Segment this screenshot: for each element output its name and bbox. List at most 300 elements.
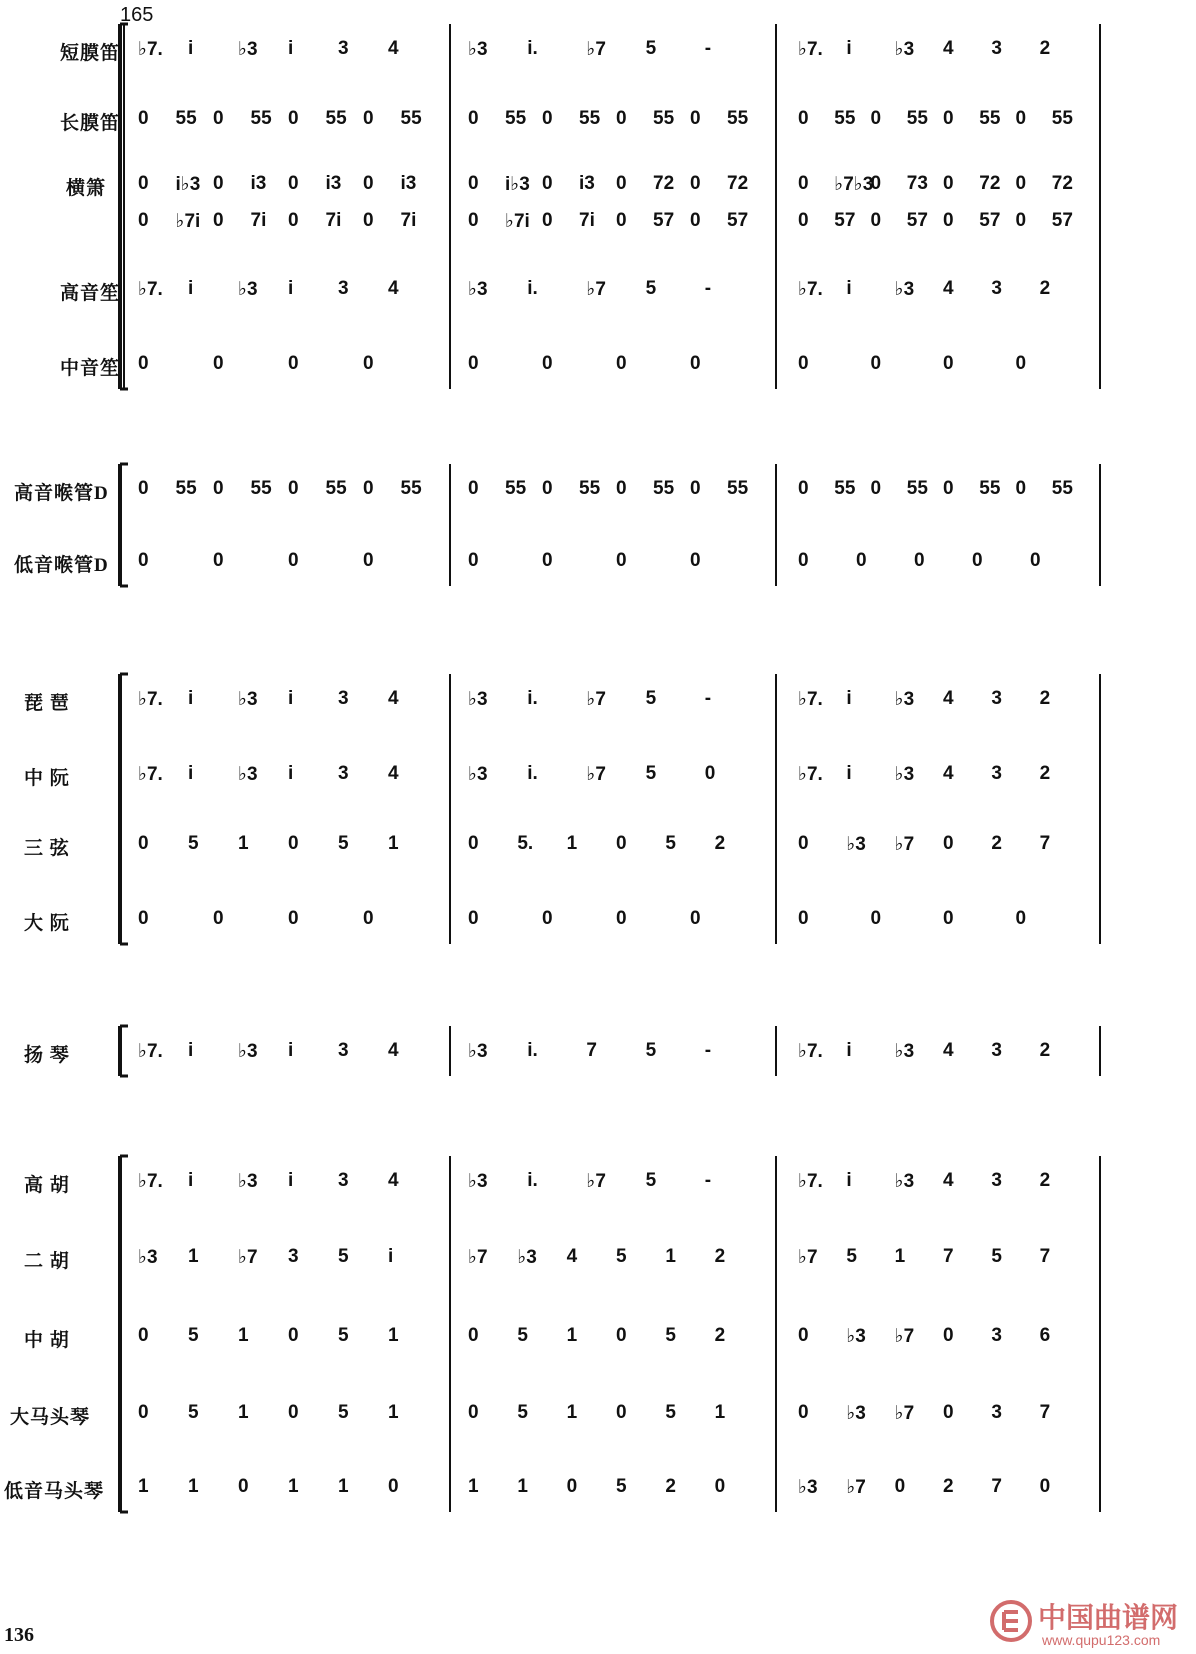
note-token: 3 [338, 763, 349, 784]
note-token: ♭3 [894, 689, 915, 710]
note-token: ♭3 [138, 1247, 158, 1268]
note-token: 0 [1015, 908, 1027, 929]
note-token: 57 [727, 210, 749, 231]
note-token: ♭7 [586, 689, 606, 710]
note-token: 1 [238, 833, 249, 854]
note-token: 1 [238, 1325, 249, 1346]
note-token: 4 [388, 278, 399, 299]
note-token: 0 [616, 1325, 627, 1346]
note-token: 0 [690, 550, 701, 571]
note-token: 2 [714, 1246, 726, 1267]
note-token: 2 [1039, 1040, 1051, 1061]
note-token: 55 [1051, 108, 1073, 129]
note-token: i [288, 38, 294, 59]
note-token: 55 [175, 478, 197, 499]
note-token: 0 [914, 550, 925, 571]
note-token: 5 [645, 688, 657, 709]
note-token: i [846, 278, 852, 299]
note-token: 4 [943, 278, 954, 299]
note-token: 0 [943, 1325, 954, 1346]
note-token: 55 [834, 478, 856, 499]
note-token: ♭7 [238, 1247, 258, 1268]
note-token: 0 [468, 1325, 479, 1346]
note-token: 5 [665, 833, 676, 854]
note-token: 55 [325, 108, 347, 129]
note-token: i. [527, 688, 538, 709]
note-token: 0 [690, 353, 701, 374]
note-token: 0 [616, 108, 627, 129]
note-token: i. [527, 1170, 538, 1191]
note-token: 0 [870, 173, 882, 194]
note-token: 0 [870, 353, 882, 374]
note-token: 0 [616, 210, 627, 231]
note-token: 0 [138, 1402, 149, 1423]
note-token: 5 [645, 38, 657, 59]
note-token: ♭3 [798, 1477, 818, 1498]
note-token: 0 [798, 1402, 809, 1423]
note-token: 0 [542, 478, 553, 499]
note-token: 0 [943, 210, 954, 231]
instrument-name: 大马头琴 [10, 1407, 91, 1428]
note-token: 55 [1051, 478, 1073, 499]
note-token: 0 [288, 833, 299, 854]
note-token: ♭7 [894, 1326, 915, 1347]
note-token: 1 [468, 1476, 479, 1497]
note-token: 0 [798, 833, 809, 854]
note-token: i [188, 1170, 194, 1191]
note-token: ♭7 [894, 1403, 915, 1424]
note-token: 5 [188, 833, 199, 854]
note-token: 0 [213, 550, 224, 571]
note-token: 1 [714, 1402, 726, 1423]
note-token: 0 [363, 478, 374, 499]
note-token: 55 [400, 478, 422, 499]
note-token: 3 [338, 278, 349, 299]
note-token: 0 [943, 1402, 954, 1423]
note-token: 2 [1039, 38, 1051, 59]
note-token: 4 [943, 763, 954, 784]
note-token: 0 [288, 1325, 299, 1346]
note-token: 4 [943, 1170, 954, 1191]
note-token: ♭3 [468, 39, 488, 60]
note-token: ♭3 [517, 1247, 537, 1268]
note-token: 1 [894, 1246, 906, 1267]
note-token: 0 [363, 210, 374, 231]
note-token: - [704, 1170, 712, 1191]
note-token: 2 [991, 833, 1002, 854]
note-token: 5 [645, 763, 657, 784]
note-token: 0 [138, 353, 149, 374]
note-token: 5 [616, 1246, 627, 1267]
note-token: 1 [566, 1325, 578, 1346]
note-token: ♭7. [798, 764, 823, 785]
note-token: 2 [1039, 763, 1051, 784]
note-token: 1 [388, 1402, 399, 1423]
instrument-name: 二 胡 [24, 1251, 70, 1272]
note-token: 57 [1051, 210, 1073, 231]
note-token: 0 [542, 353, 553, 374]
note-token: 0 [388, 1476, 399, 1497]
note-token: 0 [468, 550, 479, 571]
note-token: 0 [798, 353, 809, 374]
note-token: i. [527, 763, 538, 784]
note-token: 72 [979, 173, 1001, 194]
instrument-name: 中 胡 [24, 1330, 70, 1351]
note-token: 0 [1030, 550, 1041, 571]
note-token: 0 [138, 550, 149, 571]
note-token: 5 [645, 1040, 657, 1061]
note-token: 7 [1039, 1246, 1051, 1267]
note-token: ♭7. [138, 764, 163, 785]
note-token: 0 [798, 478, 809, 499]
note-token: ♭3 [238, 1041, 258, 1062]
instrument-name: 大 阮 [24, 913, 70, 934]
note-token: 1 [388, 1325, 399, 1346]
note-token: i. [527, 1040, 538, 1061]
note-token: 57 [834, 210, 856, 231]
note-token: ♭7i [505, 211, 530, 232]
note-token: 0 [870, 108, 882, 129]
note-token: 4 [388, 1040, 399, 1061]
note-token: 0 [798, 1325, 809, 1346]
note-token: 4 [388, 1170, 399, 1191]
note-token: 1 [338, 1476, 349, 1497]
note-token: 0 [138, 173, 149, 194]
note-token: 2 [943, 1476, 954, 1497]
note-token: 55 [579, 108, 601, 129]
note-token: 3 [991, 763, 1002, 784]
watermark-url: www.qupu123.com [1042, 1632, 1161, 1648]
note-token: 0 [943, 353, 954, 374]
note-token: ♭7 [894, 834, 915, 855]
note-token: 55 [906, 108, 928, 129]
note-token: 0 [542, 108, 553, 129]
note-token: 0 [468, 173, 479, 194]
note-token: 0 [943, 908, 954, 929]
note-token: 4 [943, 1040, 954, 1061]
note-token: i♭3 [505, 174, 530, 195]
note-token: 0 [363, 173, 374, 194]
note-token: 0 [616, 833, 627, 854]
note-token: 0 [894, 1476, 906, 1497]
note-token: ♭3 [894, 764, 915, 785]
note-token: 55 [979, 108, 1001, 129]
note-token: i [188, 763, 194, 784]
note-token: 1 [288, 1476, 299, 1497]
note-token: ♭3 [846, 1403, 866, 1424]
note-token: i. [527, 38, 538, 59]
note-token: 0 [213, 908, 224, 929]
note-token: ♭7 [586, 39, 606, 60]
note-token: 0 [616, 550, 627, 571]
note-token: 3 [991, 1040, 1002, 1061]
note-token: 55 [727, 478, 749, 499]
note-token: 4 [943, 688, 954, 709]
note-token: 0 [690, 173, 701, 194]
note-token: i3 [250, 173, 267, 194]
note-token: 73 [906, 173, 928, 194]
note-token: 0 [138, 108, 149, 129]
note-token: 0 [213, 478, 224, 499]
note-token: 5 [338, 1402, 349, 1423]
note-token: 1 [188, 1246, 199, 1267]
note-token: 0 [690, 210, 701, 231]
note-token: 6 [1039, 1325, 1051, 1346]
note-token: 5 [517, 1402, 528, 1423]
note-token: ♭7 [468, 1247, 488, 1268]
watermark [990, 1594, 1190, 1650]
note-token: 7i [325, 210, 342, 231]
note-token: 5 [338, 833, 349, 854]
note-token: 7i [400, 210, 417, 231]
note-token: 0 [616, 173, 627, 194]
note-token: 72 [653, 173, 675, 194]
note-token: 1 [517, 1476, 528, 1497]
note-token: 72 [727, 173, 749, 194]
note-token: ♭7. [138, 1041, 163, 1062]
note-token: 1 [566, 833, 578, 854]
note-token: 55 [250, 478, 272, 499]
note-token: i [846, 1040, 852, 1061]
note-token: ♭3 [846, 834, 866, 855]
note-token: 57 [906, 210, 928, 231]
note-token: 5 [645, 1170, 657, 1191]
note-token: 0 [542, 173, 553, 194]
note-token: 1 [138, 1476, 149, 1497]
note-token: 0 [288, 108, 299, 129]
note-token: 0 [468, 353, 479, 374]
note-token: 5 [616, 1476, 627, 1497]
note-token: i [288, 1170, 294, 1191]
measure-number: 165 [120, 4, 154, 26]
note-token: 4 [388, 38, 399, 59]
note-token: 55 [175, 108, 197, 129]
instrument-name: 三 弦 [24, 838, 70, 859]
note-token: 4 [566, 1246, 578, 1267]
note-token: 0 [870, 210, 882, 231]
note-token: 0 [363, 353, 374, 374]
note-token: 5 [188, 1325, 199, 1346]
note-token: ♭3 [238, 1171, 258, 1192]
note-token: 0 [288, 173, 299, 194]
note-token: ♭7 [586, 764, 606, 785]
note-token: 5 [517, 1325, 528, 1346]
note-token: 55 [653, 108, 675, 129]
note-token: i [188, 278, 194, 299]
note-token: 0 [138, 478, 149, 499]
watermark-text: 中国曲谱网 [1038, 1601, 1179, 1634]
note-token: 0 [542, 908, 553, 929]
note-token: 7 [1039, 833, 1051, 854]
note-token: 4 [388, 688, 399, 709]
note-token: 0 [542, 210, 553, 231]
instrument-name: 中音笙 [60, 358, 121, 379]
note-token: 3 [338, 1040, 349, 1061]
instrument-name: 琵 琶 [24, 693, 70, 714]
note-token: i [288, 1040, 294, 1061]
note-token: 55 [834, 108, 856, 129]
note-token: 0 [1015, 173, 1027, 194]
note-token: ♭3 [894, 1041, 915, 1062]
instrument-name: 长膜笛 [60, 113, 121, 134]
note-token: i3 [579, 173, 595, 194]
note-token: 55 [505, 478, 527, 499]
note-token: ♭3 [238, 39, 258, 60]
note-token: 55 [250, 108, 272, 129]
note-token: 1 [388, 833, 399, 854]
note-token: 0 [1015, 353, 1027, 374]
note-token: 0 [1015, 210, 1027, 231]
note-token: 7 [943, 1246, 954, 1267]
note-token: ♭7. [798, 689, 823, 710]
note-token: i [188, 1040, 194, 1061]
note-token: 3 [991, 688, 1002, 709]
note-token: 0 [798, 550, 809, 571]
note-token: 0 [468, 833, 479, 854]
note-token: 7i [579, 210, 595, 231]
note-token: 0 [468, 908, 479, 929]
note-token: i [188, 38, 194, 59]
note-token: 0 [468, 108, 479, 129]
note-token: ♭3 [238, 764, 258, 785]
note-token: 0 [1039, 1476, 1051, 1497]
note-token: 3 [991, 278, 1002, 299]
note-token: 55 [579, 478, 601, 499]
note-token: 55 [727, 108, 749, 129]
note-token: 0 [468, 478, 479, 499]
note-token: ♭3 [894, 39, 915, 60]
note-token: - [704, 38, 712, 59]
note-token: 7 [586, 1040, 597, 1061]
note-token: 0 [690, 908, 701, 929]
note-token: 0 [363, 550, 374, 571]
instrument-name: 高音喉管D [14, 483, 109, 504]
note-token: ♭3 [846, 1326, 866, 1347]
note-token: ♭7. [138, 689, 163, 710]
note-token: 0 [856, 550, 867, 571]
note-token: 5. [517, 833, 534, 854]
note-token: - [704, 688, 712, 709]
note-token: i3 [325, 173, 342, 194]
instrument-name: 短膜笛 [60, 43, 121, 64]
note-token: ♭3 [894, 279, 915, 300]
note-token: ♭3 [238, 279, 258, 300]
note-token: ♭7 [846, 1477, 866, 1498]
note-token: 55 [653, 478, 675, 499]
note-token: 0 [1015, 108, 1027, 129]
note-token: 1 [665, 1246, 676, 1267]
note-token: 55 [979, 478, 1001, 499]
instrument-name: 低音马头琴 [4, 1481, 105, 1502]
note-token: 0 [714, 1476, 726, 1497]
note-token: ♭7. [138, 279, 163, 300]
note-token: 55 [505, 108, 527, 129]
note-token: 7i [250, 210, 267, 231]
note-token: ♭3 [468, 689, 488, 710]
watermark-logo-icon [990, 1600, 1032, 1642]
note-token: ♭7i [175, 211, 201, 232]
note-token: 0 [616, 478, 627, 499]
note-token: 0 [288, 550, 299, 571]
note-token: 0 [566, 1476, 578, 1497]
note-token: i. [527, 278, 538, 299]
note-token: 1 [566, 1402, 578, 1423]
note-token: ♭7♭3 [834, 174, 874, 195]
note-token: 0 [616, 353, 627, 374]
note-token: 0 [468, 1402, 479, 1423]
note-token: 0 [288, 908, 299, 929]
note-token: 0 [690, 108, 701, 129]
instrument-name: 横箫 [66, 178, 107, 199]
note-token: 3 [338, 38, 349, 59]
note-token: ♭7. [798, 1041, 823, 1062]
note-token: ♭7 [586, 1171, 606, 1192]
note-token: 0 [798, 108, 809, 129]
note-token: - [704, 1040, 712, 1061]
note-token: ♭7. [138, 1171, 163, 1192]
instrument-name: 中 阮 [24, 768, 70, 789]
note-token: 0 [138, 908, 149, 929]
note-token: i [846, 688, 852, 709]
note-token: 0 [213, 108, 224, 129]
note-token: 0 [238, 1476, 249, 1497]
note-token: 5 [991, 1246, 1002, 1267]
note-token: 1 [238, 1402, 249, 1423]
instrument-name: 高音笙 [60, 283, 121, 304]
note-token: 2 [665, 1476, 676, 1497]
note-token: ♭7. [798, 1171, 823, 1192]
note-token: 0 [288, 353, 299, 374]
note-token: 0 [870, 478, 882, 499]
note-token: 72 [1051, 173, 1073, 194]
note-token: i [288, 763, 294, 784]
note-token: 4 [943, 38, 954, 59]
note-token: 3 [991, 1402, 1002, 1423]
note-token: 0 [542, 550, 553, 571]
note-token: 0 [616, 908, 627, 929]
note-token: - [704, 278, 712, 299]
note-token: 3 [288, 1246, 299, 1267]
page-number: 136 [4, 1624, 34, 1646]
instrument-name: 高 胡 [24, 1175, 70, 1196]
note-token: 5 [338, 1325, 349, 1346]
note-token: 0 [213, 210, 224, 231]
note-token: 0 [213, 353, 224, 374]
note-token: 0 [288, 1402, 299, 1423]
note-token: 5 [338, 1246, 349, 1267]
note-token: ♭3 [468, 279, 488, 300]
note-token: 0 [943, 173, 954, 194]
note-token: i [388, 1246, 394, 1267]
note-token: i3 [400, 173, 417, 194]
note-token: 0 [704, 763, 716, 784]
note-token: 1 [188, 1476, 199, 1497]
note-token: 0 [468, 210, 479, 231]
note-token: 3 [991, 1325, 1002, 1346]
note-token: 3 [991, 1170, 1002, 1191]
note-token: 57 [979, 210, 1001, 231]
note-token: 0 [972, 550, 983, 571]
note-token: i [846, 38, 852, 59]
note-token: ♭3 [468, 1041, 488, 1062]
note-token: 5 [665, 1325, 676, 1346]
note-token: 5 [665, 1402, 676, 1423]
note-token: 0 [943, 478, 954, 499]
note-token: 0 [870, 908, 882, 929]
note-token: 0 [690, 478, 701, 499]
note-token: 57 [653, 210, 675, 231]
note-token: 0 [1015, 478, 1027, 499]
